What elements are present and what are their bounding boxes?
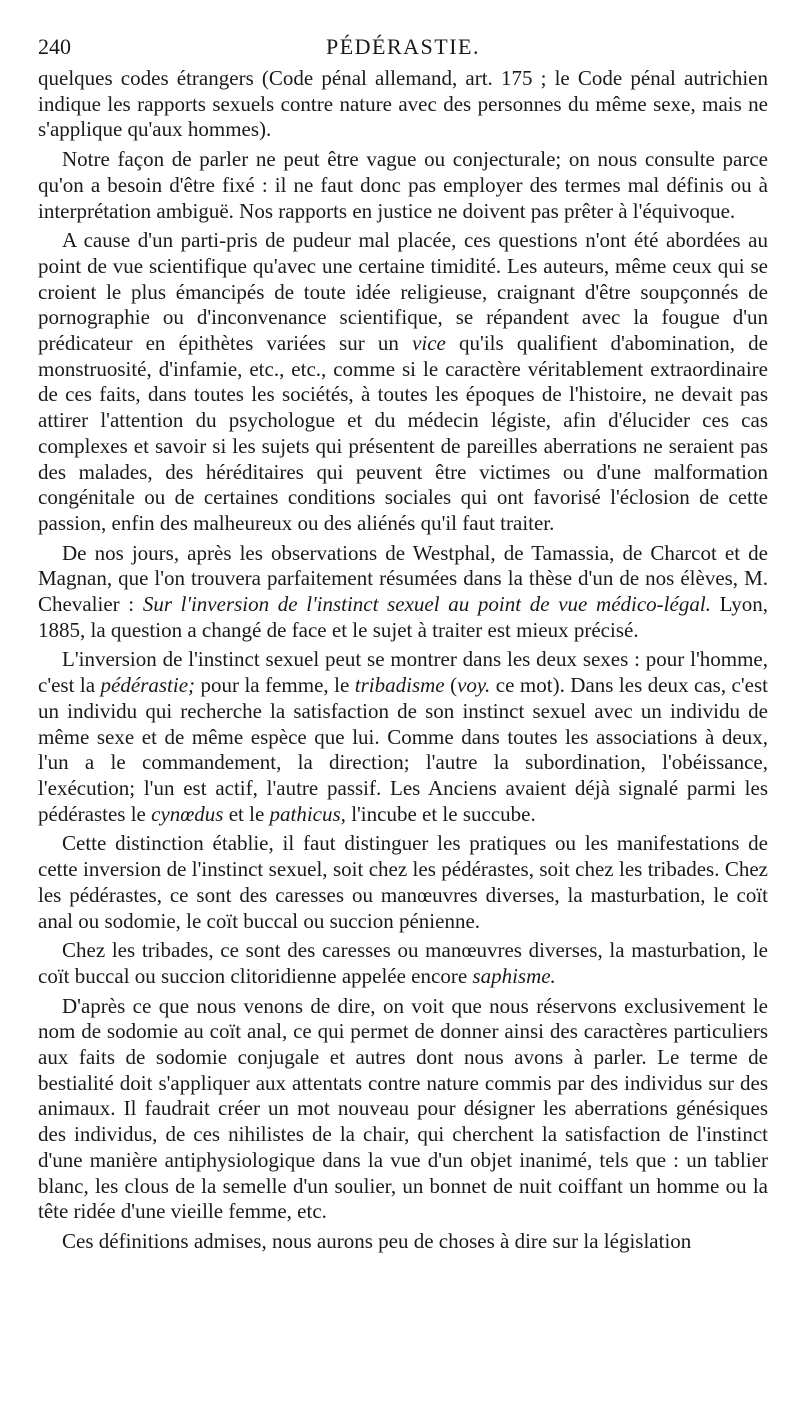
page-number: 240	[38, 34, 71, 59]
text-run: Lyon, 1885, la question a changé de face et le sujet à traiter est mieux précisé.	[38, 592, 769, 642]
text-run: De nos jours, après les observations de Westphal, de Tamassia, de Charcot et de Magnan, que l'on trouvera parfaitement résumées dans la thèse d'un de nos élèves, M. Chevalier :	[38, 540, 768, 617]
italic-text: voy.	[457, 673, 491, 698]
paragraph	[38, 1229, 768, 1255]
italic-text: cynœdus	[151, 801, 224, 826]
text-body	[38, 66, 768, 1259]
text-run: Cette distinction établie, il faut distinguer les pratiques ou les manifestations de cette inversion de l'instinct sexuel, soit chez les pédérastes, soit chez les tribades. Chez les pédérastes, ce sont des caresses ou manœuvres diverses, la masturbation, le coït anal ou sodomie, le coït buccal ou succion pénienne.	[38, 831, 768, 933]
text-run: quelques codes étrangers (Code pénal allemand, art. 175 ; le Code pénal autrichien indique les rapports sexuels contre nature avec des personnes du même sexe, mais ne s'applique qu'aux hommes).	[38, 66, 768, 142]
italic-text: tribadisme	[354, 673, 445, 698]
paragraph	[38, 228, 768, 536]
paragraph	[38, 147, 768, 224]
paragraph	[38, 831, 768, 934]
text-run: ce mot). Dans les deux cas, c'est un individu qui recherche la satisfaction de son instinct sexuel avec un individu de même sexe et de même espèce que lui. Comme dans toutes les associations à deux, l'un a le commandement, la direction; l'autre la subordination, l'obéissance, l'exécution; l'un est actif, l'autre passif. Les Anciens avaient déjà signalé parmi les pédérastes le	[38, 673, 768, 826]
running-head	[38, 32, 768, 62]
italic-text: Sur l'inversion de l'instinct sexuel au point de vue médico-légal.	[142, 592, 711, 617]
italic-text: pathicus,	[269, 801, 346, 826]
paragraph	[38, 66, 768, 143]
text-run: L'inversion de l'instinct sexuel peut se montrer dans les deux sexes : pour l'homme, c'est la	[38, 647, 768, 698]
text-run: qu'ils qualifient d'abomination, de monstruosité, d'infamie, etc., etc., comme si le caractère véritablement extraordinaire de ces faits, dans toutes les sociétés, à toutes les époques de l'histoire, ne devait pas attirer l'attention du psychologue et du médecin légiste, afin d'élucider ces cas complexes et savoir si les sujets qui présentent de pareilles aberrations ne seraient pas des malades, des héréditaires qui peuvent être victimes ou d'une malformation congénitale ou de certaines conditions sociales qui ont favorisé l'éclosion de cette passion, enfin des malheureux ou des aliénés qu'il faut traiter.	[38, 331, 769, 535]
paragraph	[38, 541, 768, 644]
text-run: et le	[223, 801, 270, 826]
text-run: Chez les tribades, ce sont des caresses ou manœuvres diverses, la masturbation, le coït buccal ou succion clitoridienne appelée encore	[38, 938, 768, 988]
text-run: (	[444, 673, 458, 698]
text-run: D'après ce que nous venons de dire, on voit que nous réservons exclusivement le nom de sodomie au coït anal, ce qui permet de donner ainsi des caractères particuliers aux faits de sodomie conjugale et autres dont nous avons à parler. Le terme de bestialité doit s'appliquer aux attentats contre nature commis par des individus sur des animaux. Il faudrait créer un mot nouveau pour désigner les aberrations génésiques des individus, de ces nihilistes de la chair, qui cherchent la satisfaction de l'instinct d'une manière antiphysiologique dans la vue d'un objet inanimé, tels que : un tablier blanc, les clous de la semelle d'un soulier, un bonnet de nuit coiffant un homme ou la tête ridée d'une vieille femme, etc.	[38, 993, 768, 1224]
italic-text: saphisme.	[472, 963, 556, 988]
paragraph	[38, 994, 768, 1225]
text-run: l'incube et le succube.	[345, 801, 536, 826]
paragraph	[38, 938, 768, 989]
text-run: A cause d'un parti-pris de pudeur mal placée, ces questions n'ont été abordées au point de vue scientifique qu'avec une certaine timidité. Les auteurs, même ceux qui se croient le plus émancipés de toute idée religieuse, craignant d'être soupçonnés de pornographie ou d'inconvenance scientifique, se répandent avec la fougue d'un prédicateur en épithètes variées sur un	[38, 228, 768, 356]
italic-text: pédérastie;	[100, 673, 196, 698]
paragraph	[38, 647, 768, 827]
running-title: PÉDÉRASTIE.	[326, 34, 480, 59]
text-run: Ces définitions admises, nous aurons peu de choses à dire sur la législation	[62, 1228, 692, 1253]
text-run: pour la femme, le	[195, 673, 355, 698]
text-run: Notre façon de parler ne peut être vague ou conjecturale; on nous consulte parce qu'on a besoin d'être fixé : il ne faut donc pas employer des termes mal définis ou à interprétation ambiguë. Nos rapports en justice ne doivent pas prêter à l'équivoque.	[38, 147, 768, 223]
italic-text: vice	[412, 331, 446, 356]
